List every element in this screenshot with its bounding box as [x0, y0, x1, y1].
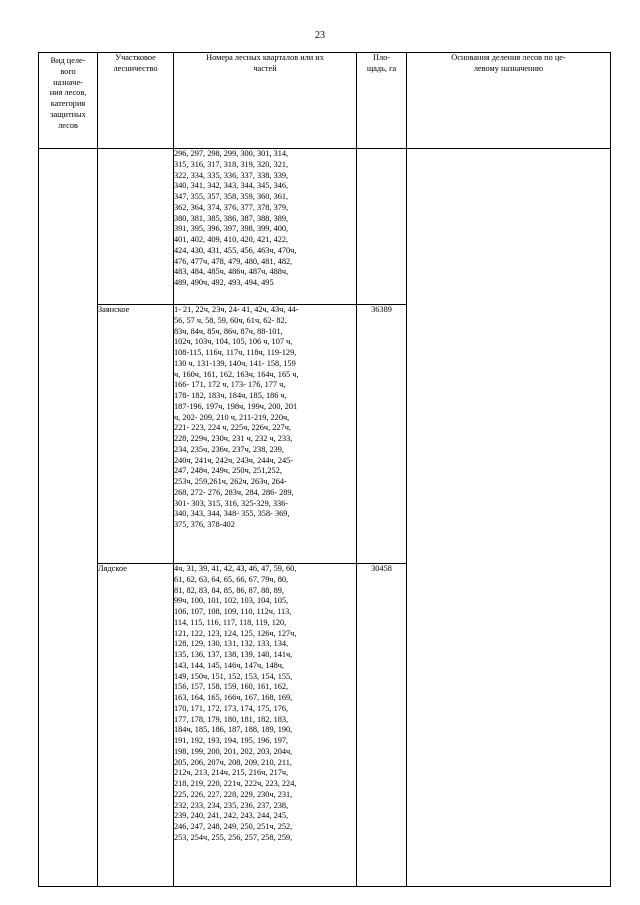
- header-purpose-category: Вид целе- вого назначе- ния лесов, категория защитных лесов: [39, 53, 98, 149]
- district-name-cell: Лядское: [98, 564, 174, 887]
- purpose-category-cell: [39, 149, 98, 887]
- division-basis-cell: [407, 149, 611, 887]
- header-area: Пло- щадь, га: [357, 53, 407, 149]
- quarter-numbers-cell: 4ч, 31, 39, 41, 42, 43, 46, 47, 59, 60, 61, 62, 63, 64, 65, 66, 67, 79ч, 80, 81, 82, 83, 84, 85, 86, 87, 88, 89, 99ч, 100, 101, 102, 103, 104, 105, 106, 107, 108, 109, 110, 112ч, 113, 114, 115, 116, 117, 118, 119, 120, 121, 122, 123, 124, 125, 126ч, 127ч, 128, 129, 130, 131, 132, 133, 134, 135, 136, 137, 138, 139, 140, 141ч, 143, 144, 145, 146ч, 147ч, 148ч, 149, 150ч, 151, 152, 153, 154, 155, 156, 157, 158, 159, 160, 161, 162, 163, 164, 165, 166ч, 167, 168, 169, 170, 171, 172, 173, 174, 175, 176, 177, 178, 179, 180, 181, 182, 183, 184ч, 185, 186, 187, 188, 189, 190, 191, 192, 193, 194, 195, 196, 197, 198, 199, 200, 201, 202, 203, 204ч, 205, 206, 207ч, 208, 209, 210, 211, 212ч, 213, 214ч, 215, 216ч, 217ч, 218, 219, 220, 221ч, 222ч, 223, 224, 225, 226, 227, 228, 229, 230ч, 231, 232, 233, 234, 235, 236, 237, 238, 239, 240, 241, 242, 243, 244, 245, 246, 247, 248, 249, 250, 251ч, 252, 253, 254ч, 255, 256, 257, 258, 259,: [174, 564, 357, 887]
- quarter-numbers-cell: 296, 297, 298, 299, 300, 301, 314, 315, 316, 317, 318, 319, 320, 321, 322, 334, 335, 336, 337, 338, 339, 340, 341, 342, 343, 344, 345, 346, 347, 355, 357, 358, 359, 360, 361, 362, 364, 374, 376, 377, 378, 379, 380, 381, 385, 386, 387, 388, 389, 391, 395, 396, 397, 398, 399, 400, 401, 402, 409, 410, 420, 421, 422, 424, 430, 431, 455, 456, 463ч, 470ч, 476, 477ч, 478, 479, 480, 481, 482, 483, 484, 485ч, 486ч, 487ч, 488ч, 489, 490ч, 492, 493, 494, 495: [174, 149, 357, 305]
- district-name-cell: Заянское: [98, 305, 174, 564]
- table-header-row: [39, 53, 611, 149]
- header-quarter-numbers: Номера лесных кварталов или их частей: [174, 53, 357, 149]
- area-cell: 30458: [357, 564, 407, 887]
- header-division-basis: Основания деления лесов по це- левому назначению: [407, 53, 611, 149]
- table-row: [39, 149, 611, 305]
- header-forestry-district: Участковое лесничество: [98, 53, 174, 149]
- area-cell: [357, 149, 407, 305]
- forest-purpose-table: [38, 52, 611, 887]
- area-cell: 36389: [357, 305, 407, 564]
- quarter-numbers-cell: 1- 21, 22ч, 23ч, 24- 41, 42ч, 43ч, 44- 56, 57 ч, 58, 59, 60ч, 61ч, 62- 82, 83ч, 84ч, 85ч, 86ч, 87ч, 88-101, 102ч, 103ч, 104, 105, 106 ч, 107 ч, 108-115, 116ч, 117ч, 118ч, 119-129, 130 ч, 131-139, 140ч, 141- 158, 159 ч, 160ч, 161, 162, 163ч, 164ч, 165 ч, 166- 171, 172 ч, 173- 176, 177 ч, 178- 182, 183ч, 184ч, 185, 186 ч, 187-196, 197ч, 198ч, 199ч, 200, 201 ч, 202- 209, 210 ч, 211-219, 220ч, 221- 223, 224 ч, 225ч, 226ч, 227ч, 228, 229ч, 230ч, 231 ч, 232 ч, 233, 234, 235ч, 236ч, 237ч, 238, 239, 240ч, 241ч, 242ч, 243ч, 244ч, 245- 247, 248ч, 249ч, 250ч, 251,252, 253ч, 259,261ч, 262ч, 263ч, 264- 268, 272- 276, 283ч, 284, 286- 289, 301- 303, 315, 316, 325-329, 336- 340, 343, 344, 348- 355, 358- 369, 375, 376, 378-402: [174, 305, 357, 564]
- district-name-cell: [98, 149, 174, 305]
- page-number: 23: [315, 30, 325, 41]
